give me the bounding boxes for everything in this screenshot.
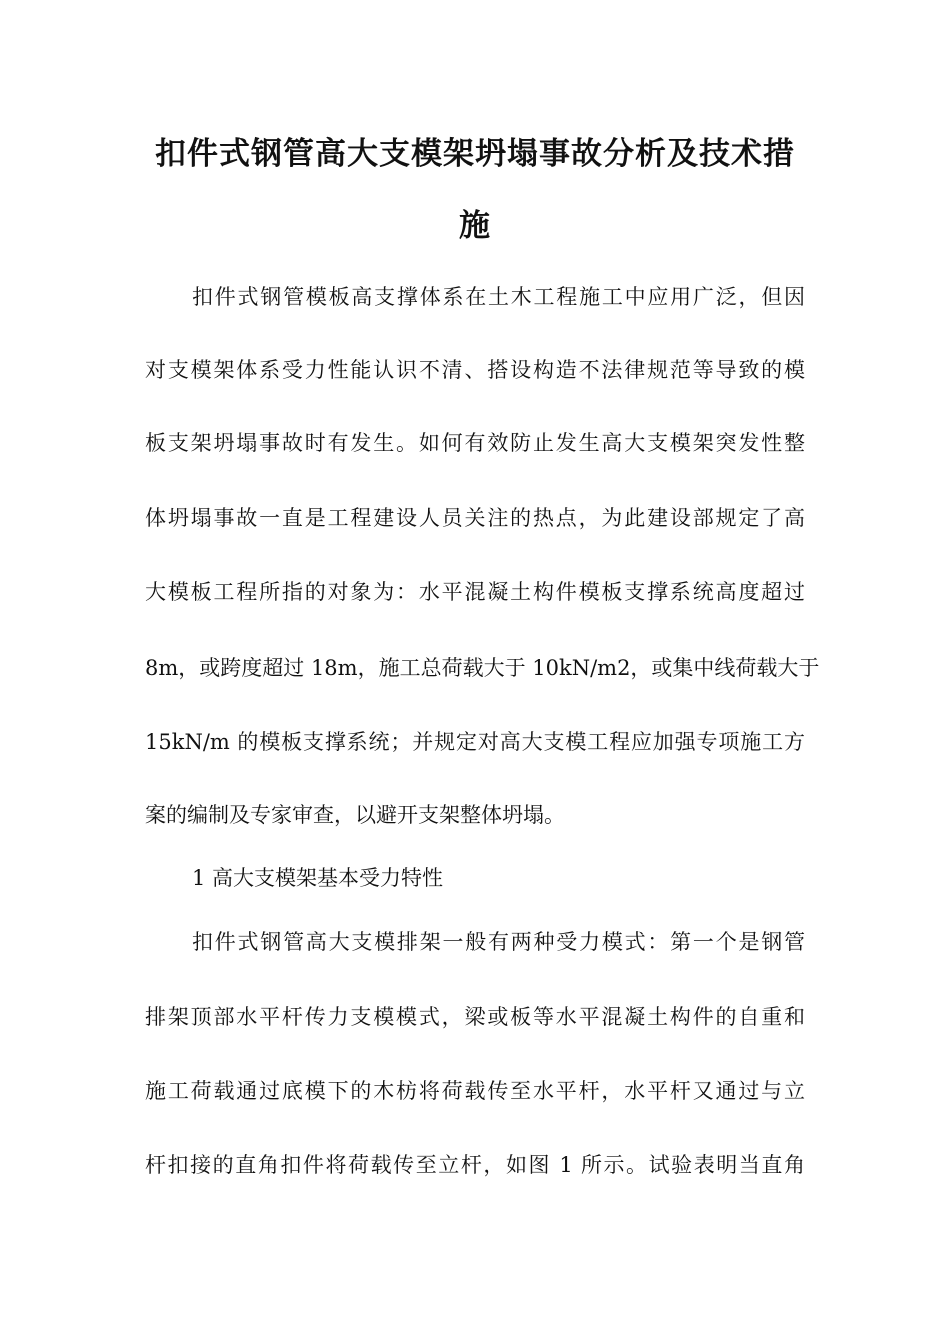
paragraph-1-line-8: 案的编制及专家审查，以避开支架整体坍塌。 bbox=[145, 803, 565, 827]
paragraph-1-line-7: 15kN/m 的模板支撑系统；并规定对高大支模工程应加强专项施工方 bbox=[145, 730, 805, 754]
paragraph-1-line-3: 板支架坍塌事故时有发生。如何有效防止发生高大支模架突发性整 bbox=[145, 431, 805, 455]
document-title-line-1: 扣件式钢管高大支模架坍塌事故分析及技术措 bbox=[155, 136, 795, 172]
document-title-line-2: 施 bbox=[459, 208, 491, 244]
paragraph-1-line-6: 8m，或跨度超过 18m，施工总荷载大于 10kN/m2，或集中线荷载大于 bbox=[145, 656, 820, 680]
paragraph-2-line-1: 扣件式钢管高大支模排架一般有两种受力模式：第一个是钢管 bbox=[192, 930, 805, 954]
paragraph-2-line-4: 杆扣接的直角扣件将荷载传至立杆，如图 1 所示。试验表明当直角 bbox=[145, 1153, 805, 1177]
paragraph-1-line-1: 扣件式钢管模板高支撑体系在土木工程施工中应用广泛，但因 bbox=[192, 285, 805, 309]
paragraph-2-line-3: 施工荷载通过底模下的木枋将荷载传至水平杆，水平杆又通过与立 bbox=[145, 1079, 805, 1103]
paragraph-1-line-4: 体坍塌事故一直是工程建设人员关注的热点，为此建设部规定了高 bbox=[145, 506, 805, 530]
section-heading: 1 高大支模架基本受力特性 bbox=[192, 866, 444, 890]
paragraph-1-line-2: 对支模架体系受力性能认识不清、搭设构造不法律规范等导致的模 bbox=[145, 358, 805, 382]
paragraph-2-line-2: 排架顶部水平杆传力支模模式，梁或板等水平混凝土构件的自重和 bbox=[145, 1005, 805, 1029]
paragraph-1-line-5: 大模板工程所指的对象为：水平混凝土构件模板支撑系统高度超过 bbox=[145, 580, 805, 604]
